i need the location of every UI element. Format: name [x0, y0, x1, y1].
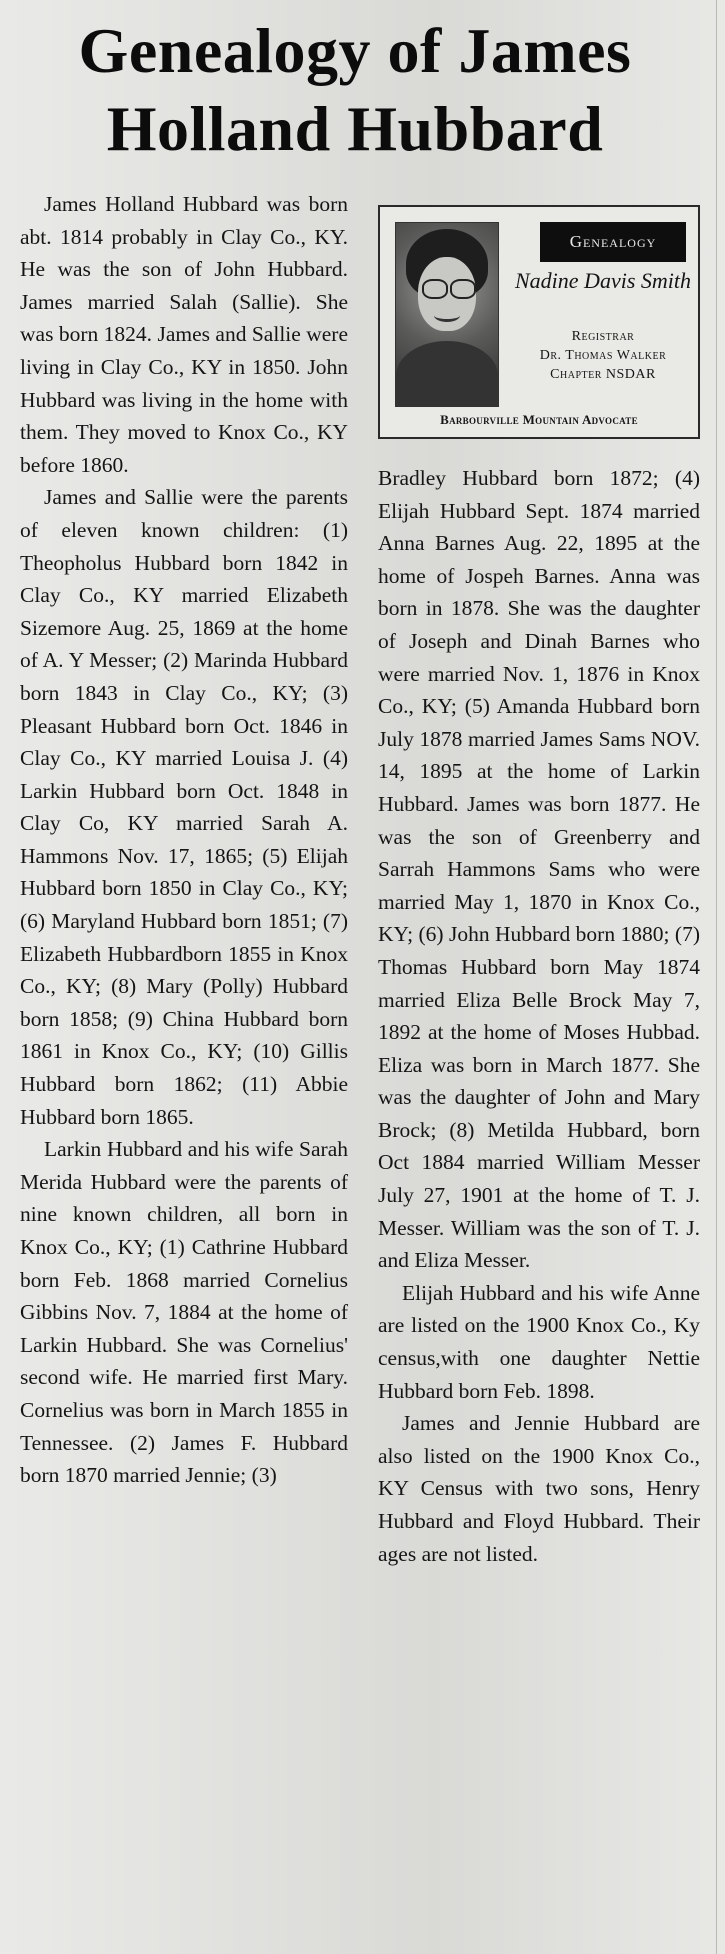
columnist-title — [508, 327, 698, 384]
columnist-title-line: Registrar — [571, 329, 635, 344]
left-text-column — [20, 188, 348, 1492]
publication-name: Barbourville Mountain Advocate — [440, 412, 638, 427]
paragraph-continued: Bradley Hubbard born 1872; (4) Elijah Hubbard Sept. 1874 married Anna Barnes Aug. 22, 1895 at the home of Jospeh Barnes. Anna was born in 1878. She was the daughter of Joseph and Dinah Barnes who were married Nov. 1, 1876 in Knox Co., KY; (5) Amanda Hubbard born July 1878 married James Sams NOV. 14, 1895 at the home of Larkin Hubbard. James was born 1877. He was the son of Greenberry and Sarrah Hammons Sams who were married May 1, 1870 in Knox Co., KY; (6) John Hubbard born 1880; (7) Thomas Hubbard born May 1874 married Eliza Belle Brock May 7, 1892 at the home of Moses Hubbad. Eliza was born in March 1877. She was the daughter of John and Mary Brock; (8) Metilda Hubbard, born Oct 1884 married William Messer July 27, 1901 at the home of T. J. Messer. William was the son of T. J. and Eliza Messer. — [378, 466, 700, 1273]
paragraph-children-of-larkin: Larkin Hubbard and his wife Sarah Merida Hubbard were the parents of nine known children, all born in Knox Co., KY; (1) Cathrine Hubbard born Feb. 1868 married Cornelius Gibbins Nov. 7, 1884 at the home of Larkin Hubbard. She was Cornelius' second wife. He married first Mary. Cornelius was born in March 1855 in Tennessee. (2) James F. Hubbard born 1870 married Jennie; (3) — [20, 1137, 348, 1488]
columnist-title-line: Dr. Thomas Walker — [539, 348, 667, 363]
paragraph-james-census: James and Jennie Hubbard are also listed on the 1900 Knox Co., KY Census with two sons, Henry Hubbard and Floyd Hubbard. Their ages are not listed. — [378, 1411, 700, 1566]
paragraph-intro: James Holland Hubbard was born abt. 1814 probably in Clay Co., KY. He was the son of John Hubbard. James married Salah (Sallie). She was born 1824. James and Sallie were living in Clay Co., KY in 1850. John Hubbard was living in the home with them. They moved to Knox Co., KY before 1860. — [20, 192, 348, 477]
columnist-title-line: Chapter NSDAR — [550, 367, 656, 382]
column-rule — [716, 0, 717, 1954]
columnist-photo — [395, 222, 499, 407]
columnist-box — [378, 205, 700, 439]
right-text-column — [378, 462, 700, 1570]
column-label: Genealogy — [540, 222, 686, 262]
paragraph-children-of-james: James and Sallie were the parents of eleven known children: (1) Theopholus Hubbard born 1842 in Clay Co., KY married Elizabeth Sizemore Aug. 25, 1869 at the home of A. Y Messer; (2) Marinda Hubbard born 1843 in Clay Co., KY; (3) Pleasant Hubbard born Oct. 1846 in Clay Co., KY married Louisa J. (4) Larkin Hubbard born Oct. 1848 in Clay Co, KY married Sarah A. Hammons Nov. 17, 1865; (5) Elijah Hubbard born 1850 in Clay Co., KY; (6) Maryland Hubbard born 1851; (7) Elizabeth Hubbardborn 1855 in Knox Co., KY; (8) Mary (Polly) Hubbard born 1858; (9) China Hubbard born 1861 in Knox Co., KY; (10) Gillis Hubbard born 1862; (11) Abbie Hubbard born 1865. — [20, 485, 348, 1129]
paragraph-elijah-census: Elijah Hubbard and his wife Anne are listed on the 1900 Knox Co., Ky census,with one daughter Nettie Hubbard born Feb. 1898. — [378, 1280, 700, 1403]
article-headline: Genealogy of James Holland Hubbard — [78, 15, 632, 164]
columnist-name: Nadine Davis Smith — [515, 268, 691, 293]
